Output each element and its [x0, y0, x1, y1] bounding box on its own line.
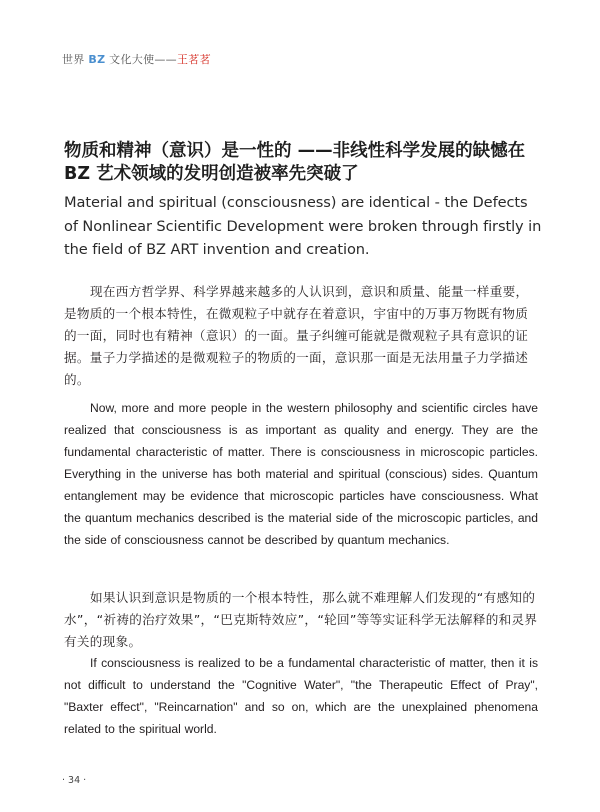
header-bz: BZ — [88, 53, 106, 66]
header-author-name: 王茗茗 — [176, 53, 211, 66]
article-title-english: Material and spiritual (consciousness) are identical - the Defects of Nonlinear Scientific Development were broken through firstly in the field of BZ ART invention and creation. — [64, 194, 542, 258]
article-title-chinese: 物质和精神（意识）是一性的 ——非线性科学发展的缺憾在 BZ 艺术领域的发明创造被率先突破了 — [64, 141, 526, 184]
paragraph-english-2: If consciousness is realized to be a fundamental characteristic of matter, then it is not difficult to understand the "Cognitive Water", "the Therapeutic Effect of Pray", "Baxter effect", "Reincarnation" and so on, which are the unexplained phenomena related to the spiritual world. — [64, 656, 538, 736]
paragraph-english-1: Now, more and more people in the western philosophy and scientific circles have realized that consciousness is as important as quality and energy. They are the fundamental characteristic of matter. There is consciousness in microscopic particles. Everything in the universe has both material and spiritual (conscious) sides. Quantum entanglement may be evidence that microscopic particles have consciousness. What the quantum mechanics described is the material side of the microscopic particles, and the side of consciousness cannot be described by quantum mechanics. — [64, 401, 538, 547]
paragraph-chinese-2: 如果认识到意识是物质的一个根本特性，那么就不难理解人们发现的“有感知的水”，“祈祷的治疗效果”，“巴克斯特效应”，“轮回”等等实证科学无法解释的和灵界有关的现象。 — [64, 590, 538, 649]
header-prefix: 世界 — [62, 53, 89, 66]
header-suffix: 文化大使—— — [105, 53, 177, 66]
page-number: · 34 · — [62, 775, 87, 786]
running-header — [62, 51, 211, 67]
paragraph-chinese-1: 现在西方哲学界、科学界越来越多的人认识到，意识和质量、能量一样重要，是物质的一个根本特性，在微观粒子中就存在着意识，宇宙中的万事万物既有物质的一面，同时也有精神（意识）的一面。量子纠缠可能就是微观粒子具有意识的证据。量子力学描述的是微观粒子的物质的一面，意识那一面是无法用量子力学描述的。 — [64, 284, 529, 387]
